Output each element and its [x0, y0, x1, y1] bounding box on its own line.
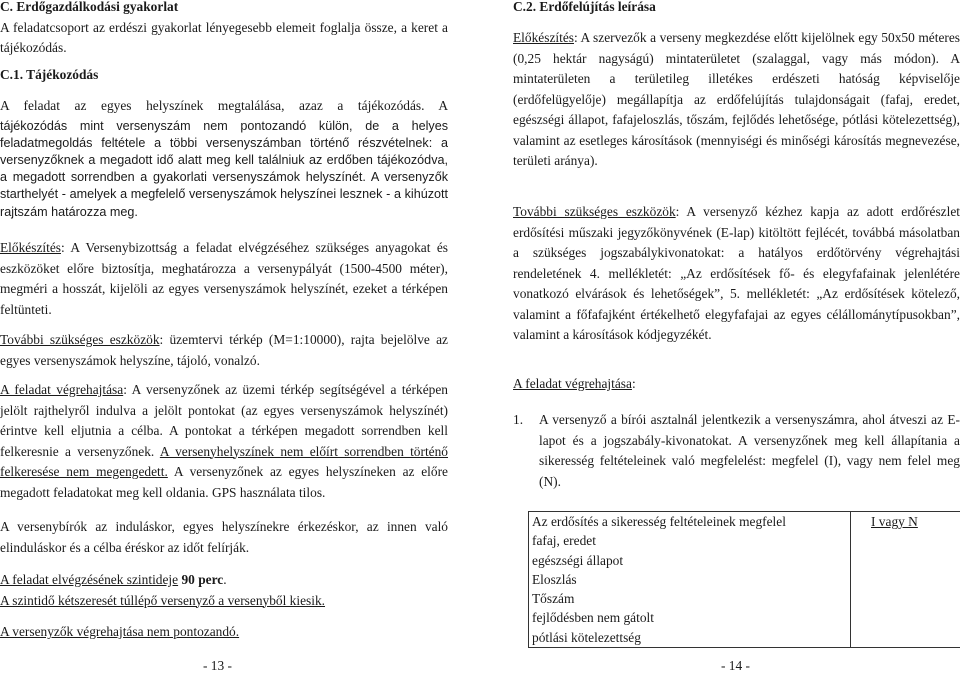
intro-text: A feladatcsoport az erdészi gyakorlat lényegesebb elemeit foglalja össze, a keret a tájékozódás. — [0, 19, 448, 55]
table-cell-empty[interactable] — [851, 551, 960, 570]
tools-text: : üzemtervi térkép (M=1:10000), rajta bejelölve az egyes versenyszámok helyszíne, tájoló, vonalzó. — [0, 332, 448, 368]
execution-colon: : — [631, 376, 636, 391]
section-intro — [0, 0, 448, 59]
table-row — [529, 551, 960, 570]
execution-rule: A versenyhelyszínek nem előírt sorrendben történő felkeresése nem megengedett. — [0, 443, 449, 479]
judges-paragraph: A versenybírók az induláskor, egyes helyszínekre érkezéskor, az innen való elinduláskor és a célba éréskor az időt felírják. — [0, 519, 448, 555]
list-item — [513, 410, 960, 492]
table-cell: egészségi állapot — [529, 551, 851, 570]
execution-label-c2: A feladat végrehajtása — [513, 376, 632, 391]
subsection-title-c1: C.1. Tájékozódás — [0, 67, 99, 82]
preparation-paragraph-c2 — [513, 28, 960, 172]
execution-heading-c2 — [513, 374, 960, 395]
list-item-text: A versenyző a bírói asztalnál jelentkezik a versenyszámra, ahol átveszi az E-lapot és a jogszabály-kivonatokat. A versenyzőnek meg kell állapítania a sikeresség feltételeinek való megfelelést: megfelel (I), vagy nem felel meg (N). — [539, 412, 960, 489]
table-row — [529, 589, 960, 608]
tools-label: További szükséges eszközök — [0, 332, 160, 347]
disqualification-line: A szintidő kétszeresét túllépő versenyző a versenyből kiesik. — [0, 592, 326, 608]
table-row — [529, 628, 960, 648]
table-cell: Tőszám — [529, 589, 851, 608]
table-cell: pótlási kötelezettség — [529, 628, 851, 648]
table-cell-empty[interactable] — [851, 531, 960, 550]
page-number-left: - 13 - — [203, 658, 233, 673]
table-header-result: I vagy N — [851, 512, 960, 532]
table-cell-empty[interactable] — [851, 570, 960, 589]
table-row — [529, 608, 960, 627]
preparation-paragraph — [0, 238, 448, 320]
page-number-right: - 14 - — [721, 658, 751, 673]
table-header-row — [529, 512, 960, 532]
execution-tail: A versenyzőnek az egyes helyszíneken az előre megadott feladatokat meg kell oldania. GPS használata tilos. — [0, 464, 449, 500]
table-header-criteria: Az erdősítés a sikeresség feltételeinek megfelel — [529, 512, 851, 532]
tools-paragraph — [0, 330, 448, 371]
section-title: C. Erdőgazdálkodási gyakorlat — [0, 0, 179, 14]
not-scored-line: A versenyzők végrehajtása nem pontozandó. — [0, 624, 240, 639]
table-cell: Eloszlás — [529, 570, 851, 589]
execution-label: A feladat végrehajtása — [0, 382, 124, 397]
execution-text: : A versenyzőnek az üzemi térkép segítségével a térképen jelölt rajthelyről indulva a jelölt pontokat (az egyes versenyszámok helyszínét) érintve kell eljutnia a célba. A pontokat a térképen megadott sorrendben kell felkeresnie a versenyzőnek. — [0, 382, 448, 459]
description-lead: A feladat az egyes helyszínek megtalálása, azaz a tájékozódás. A — [0, 98, 448, 113]
success-criteria-table — [528, 511, 960, 648]
table-cell-empty[interactable] — [851, 608, 960, 627]
subsection-title-c2: C.2. Erdőfelújítás leírása — [513, 0, 656, 14]
scoring-paragraph — [0, 570, 448, 611]
table-row — [529, 570, 960, 589]
table-cell-empty[interactable] — [851, 628, 960, 648]
time-limit-end: . — [223, 572, 227, 587]
time-limit-line — [0, 570, 448, 591]
left-page — [0, 0, 448, 674]
orientation-description — [0, 96, 448, 221]
time-limit-label: A feladat elvégzésének szintideje — [0, 572, 179, 587]
table-cell: fafaj, eredet — [529, 531, 851, 550]
preparation-text: : A Versenybizottság a feladat elvégzéséhez szükséges anyagokat és eszközöket előre biztosítja, meghatározza a versenypályát (1500-4500 méter), megméri a hosszát, kijelöli az egyes versenyszámok helyszínét, ezeket a térképen feltünteti. — [0, 240, 448, 317]
time-limit-value: 90 perc — [181, 572, 224, 587]
tools-text-c2: : A versenyző kézhez kapja az adott erdőrészlet erdősítési műszaki jegyzőkönyvének (E-lap) kitöltött fejlécét, továbbá másolatban a szükséges jogszabálykivonatokat: a hatályos erdőtörvény végrehajtási rendeletének 4. mellékletét: „Az erdősítések fő- és elegyfafainak jelenlétére vonatkozó elvárások és lehetőségek”, 5. mellékletét: „Az erdősítések kötelező, valamint a főfafajként értékelhető elegyfafajai az egyes célállománytípusokban”, valamint a károsítások kódjegyzékét. — [513, 204, 960, 342]
table-cell: fejlődésben nem gátolt — [529, 608, 851, 627]
preparation-label: Előkészítés — [0, 240, 61, 255]
right-page — [513, 0, 960, 674]
list-item-number: 1. — [513, 412, 524, 427]
table-cell-empty[interactable] — [851, 589, 960, 608]
table-row — [529, 531, 960, 550]
preparation-text-c2: : A szervezők a verseny megkezdése előtt kijelölnek egy 50x50 méteres (0,25 hektár nagyságú) mintaterületet (szalaggal, vagy más módon). A mintaterületen a területileg illetékes erdészeti hatóság képviselője (erdőfelügyelője) megállapítja az erdőfelújítás tulajdonságait (fafaj, eredet, egészségi állapot, fafajeloszlás, tőszám, fejlődés lehetősége, pótlási kötelezettség), valamint az esetleges károsítások (mennyiségi és minőségi károsítás megnevezése, területi aránya). — [513, 30, 960, 168]
tools-label-c2: További szükséges eszközök — [513, 204, 676, 219]
execution-paragraph — [0, 380, 448, 503]
description-body: tájékozódás mint versenyszám nem pontozandó külön, de a helyes feladatmegoldás feltétele a többi versenyszámban történő részvételnek: a versenyzőknek a megadott idő alatt meg kell találniuk az erdőben tájékozódva, a megadott sorrendben a gyakorlati versenyszámok helyszínét. A versenyzők starthelyét - amelyek a megfelelő versenyszámok helyszínei lesznek - a kihúzott rajtszám határozza meg. — [0, 118, 448, 219]
tools-paragraph-c2 — [513, 202, 960, 346]
execution-list — [513, 410, 960, 492]
preparation-label-c2: Előkészítés — [513, 30, 574, 45]
